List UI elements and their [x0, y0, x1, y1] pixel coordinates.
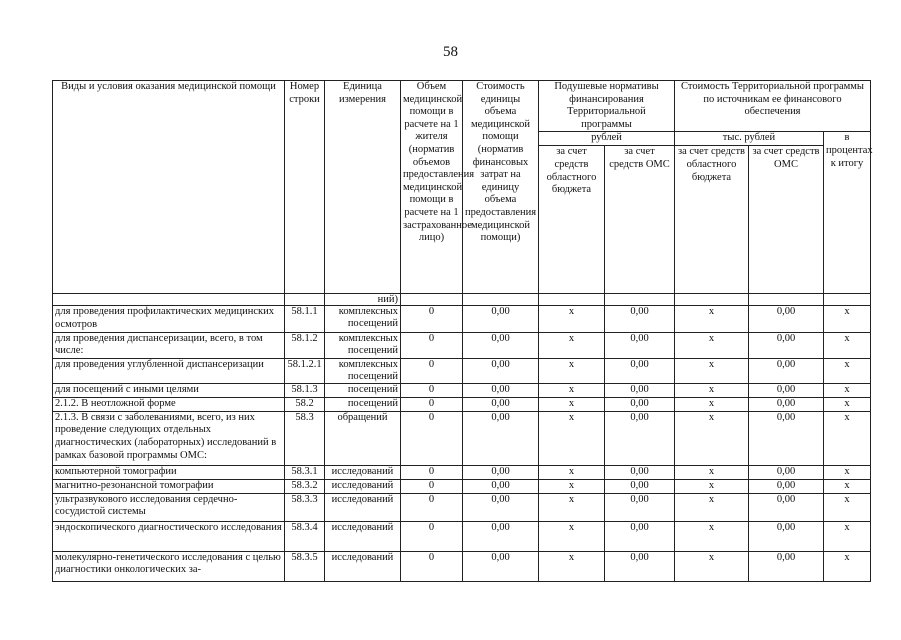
row-volume: 0	[401, 411, 463, 465]
row-percent: х	[824, 465, 871, 479]
row-percent: х	[824, 358, 871, 383]
row-src-oms: 0,00	[749, 383, 824, 397]
header-row-no: Номер строки	[285, 81, 325, 294]
row-percent: х	[824, 551, 871, 581]
row-src-oms: 0,00	[749, 479, 824, 493]
table-row	[53, 493, 871, 521]
header-pc-oms: за счет средств ОМС	[605, 146, 675, 294]
row-src-budget: х	[675, 332, 749, 358]
row-pc-budget: х	[539, 465, 605, 479]
table-row	[53, 551, 871, 581]
row-cost: 0,00	[463, 332, 539, 358]
header-unit: Единица измерения	[325, 81, 401, 294]
row-percent: х	[824, 411, 871, 465]
row-pc-budget: х	[539, 397, 605, 411]
row-number: 58.1.2.1	[285, 358, 325, 383]
row-cost: 0,00	[463, 358, 539, 383]
row-unit: исследований	[325, 479, 401, 493]
row-src-oms: 0,00	[749, 358, 824, 383]
table-row	[53, 479, 871, 493]
row-src-budget: х	[675, 551, 749, 581]
row-pc-oms: 0,00	[605, 411, 675, 465]
row-pc-oms: 0,00	[605, 479, 675, 493]
row-kind: для проведения углубленной диспансеризации	[53, 358, 285, 383]
row-volume: 0	[401, 493, 463, 521]
row-kind: ультразвукового исследования сердечно-сосудистой системы	[53, 493, 285, 521]
row-pc-budget: х	[539, 332, 605, 358]
row-kind: для проведения профилактических медицинских осмотров	[53, 306, 285, 332]
table-row	[53, 332, 871, 358]
row-cost: 0,00	[463, 397, 539, 411]
row-pc-budget: х	[539, 383, 605, 397]
row-unit: посещений	[325, 397, 401, 411]
row-pc-oms: 0,00	[605, 521, 675, 551]
row-percent: х	[824, 397, 871, 411]
row-unit: комплексных посещений	[325, 332, 401, 358]
row-volume: 0	[401, 306, 463, 332]
row-number: 58.3.1	[285, 465, 325, 479]
row-kind: компьютерной томографии	[53, 465, 285, 479]
row-src-oms: 0,00	[749, 465, 824, 479]
row-cost: 0,00	[463, 521, 539, 551]
row-kind: 2.1.3. В связи с заболеваниями, всего, из них проведение следующих отдельных диагностических (лабораторных) исследований в рамках базовой программы ОМС:	[53, 411, 285, 465]
table-row	[53, 358, 871, 383]
header-thousand-rubles: тыс. рублей	[675, 132, 824, 146]
row-src-budget: х	[675, 397, 749, 411]
row-pc-oms: 0,00	[605, 358, 675, 383]
table-row	[53, 397, 871, 411]
table-body	[53, 306, 871, 581]
row-unit: исследований	[325, 465, 401, 479]
row-unit: исследований	[325, 551, 401, 581]
row-src-budget: х	[675, 306, 749, 332]
table-header	[53, 81, 871, 306]
row-percent: х	[824, 383, 871, 397]
row-pc-oms: 0,00	[605, 493, 675, 521]
row-src-oms: 0,00	[749, 411, 824, 465]
row-src-oms: 0,00	[749, 493, 824, 521]
row-src-oms: 0,00	[749, 332, 824, 358]
row-src-budget: х	[675, 358, 749, 383]
row-pc-budget: х	[539, 358, 605, 383]
header-kind: Виды и условия оказания медицинской помощи	[53, 81, 285, 294]
row-cost: 0,00	[463, 383, 539, 397]
row-src-budget: х	[675, 521, 749, 551]
row-src-oms: 0,00	[749, 521, 824, 551]
row-pc-budget: х	[539, 521, 605, 551]
row-kind: 2.1.2. В неотложной форме	[53, 397, 285, 411]
header-rubles: рублей	[539, 132, 675, 146]
row-cost: 0,00	[463, 411, 539, 465]
row-cost: 0,00	[463, 465, 539, 479]
header-volume: Объем медицинской помощи в расчете на 1 жителя (норматив объемов предоставления медицинской помощи в расчете на 1 застрахованное лицо)	[401, 81, 463, 294]
row-pc-budget: х	[539, 306, 605, 332]
row-unit: посещений	[325, 383, 401, 397]
row-kind: молекулярно-генетического исследования с целью диагностики онкологических за-	[53, 551, 285, 581]
row-unit: обращений	[325, 411, 401, 465]
row-src-oms: 0,00	[749, 551, 824, 581]
row-unit: исследований	[325, 493, 401, 521]
row-kind: эндоскопического диагностического исследования	[53, 521, 285, 551]
table-row	[53, 306, 871, 332]
row-pc-oms: 0,00	[605, 465, 675, 479]
row-pc-oms: 0,00	[605, 332, 675, 358]
table-row	[53, 521, 871, 551]
row-cost: 0,00	[463, 479, 539, 493]
header-src-oms: за счет средств ОМС	[749, 146, 824, 294]
row-cost: 0,00	[463, 493, 539, 521]
header-per-capita: Подушевые нормативы финансирования Территориальной программы	[539, 81, 675, 132]
row-pc-budget: х	[539, 479, 605, 493]
row-percent: х	[824, 479, 871, 493]
row-src-budget: х	[675, 411, 749, 465]
row-pc-oms: 0,00	[605, 306, 675, 332]
row-unit: исследований	[325, 521, 401, 551]
header-pc-budget: за счет средств областного бюджета	[539, 146, 605, 294]
row-number: 58.2	[285, 397, 325, 411]
row-kind: для посещений с иными целями	[53, 383, 285, 397]
row-volume: 0	[401, 397, 463, 411]
row-src-budget: х	[675, 383, 749, 397]
table-row	[53, 465, 871, 479]
carry-over-row	[53, 294, 871, 306]
row-volume: 0	[401, 521, 463, 551]
row-unit: комплексных посещений	[325, 306, 401, 332]
row-pc-budget: х	[539, 551, 605, 581]
row-volume: 0	[401, 358, 463, 383]
row-volume: 0	[401, 332, 463, 358]
header-cost: Стоимость единицы объема медицинской помощи (норматив финансовых затрат на единицу объема предоставления медицинской помощи)	[463, 81, 539, 294]
header-src-budget: за счет средств областного бюджета	[675, 146, 749, 294]
row-unit: комплексных посещений	[325, 358, 401, 383]
row-number: 58.1.3	[285, 383, 325, 397]
table-row	[53, 383, 871, 397]
row-src-budget: х	[675, 465, 749, 479]
row-volume: 0	[401, 551, 463, 581]
row-number: 58.1.2	[285, 332, 325, 358]
page-number: 58	[443, 44, 458, 60]
header-percent: в процентах к итогу	[824, 132, 871, 294]
row-kind: для проведения диспансеризации, всего, в том числе:	[53, 332, 285, 358]
row-percent: х	[824, 521, 871, 551]
row-src-budget: х	[675, 493, 749, 521]
header-by-source: Стоимость Территориальной программы по источникам ее финансового обеспечения	[675, 81, 871, 132]
row-number: 58.3.4	[285, 521, 325, 551]
financing-table	[52, 80, 871, 582]
row-cost: 0,00	[463, 551, 539, 581]
row-kind: магнитно-резонансной томографии	[53, 479, 285, 493]
row-volume: 0	[401, 465, 463, 479]
table-row	[53, 411, 871, 465]
row-src-budget: х	[675, 479, 749, 493]
carry-over-unit: ний)	[325, 294, 401, 306]
row-percent: х	[824, 332, 871, 358]
row-pc-budget: х	[539, 411, 605, 465]
row-percent: х	[824, 306, 871, 332]
row-number: 58.1.1	[285, 306, 325, 332]
row-pc-oms: 0,00	[605, 383, 675, 397]
row-pc-budget: х	[539, 493, 605, 521]
row-src-oms: 0,00	[749, 397, 824, 411]
row-number: 58.3.5	[285, 551, 325, 581]
row-number: 58.3	[285, 411, 325, 465]
row-cost: 0,00	[463, 306, 539, 332]
row-number: 58.3.3	[285, 493, 325, 521]
row-pc-oms: 0,00	[605, 397, 675, 411]
row-number: 58.3.2	[285, 479, 325, 493]
row-percent: х	[824, 493, 871, 521]
row-pc-oms: 0,00	[605, 551, 675, 581]
row-src-oms: 0,00	[749, 306, 824, 332]
row-volume: 0	[401, 479, 463, 493]
row-volume: 0	[401, 383, 463, 397]
